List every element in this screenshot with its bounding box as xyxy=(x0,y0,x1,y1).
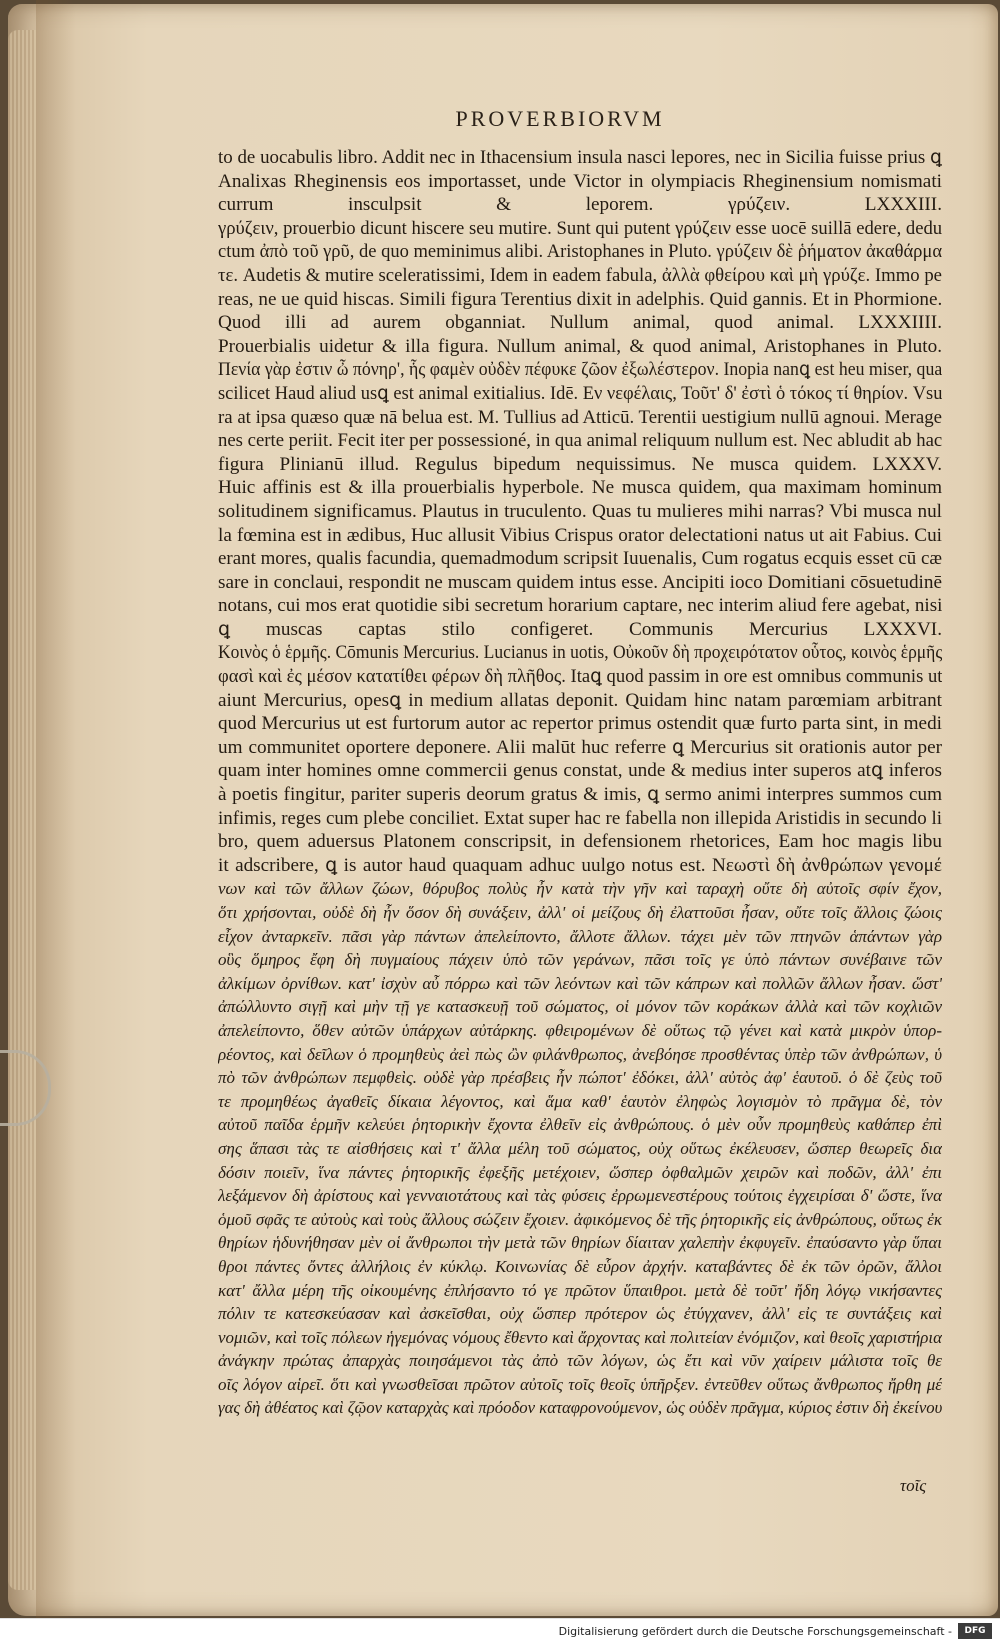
text-line: ἀλκίμων ὀρνίθων. κατ' ἰσχὺν αὖ πόρρω καὶ τῶν λεόντων καὶ τῶν κάπρων καὶ πολλῶν ἄλλων ἦσαν. ὥστ' xyxy=(218,973,942,993)
text-line: θηρίων ἡδυνήθησαν μὲν οἱ ἄνθρωποι τὴν μετὰ τῶν θηρίων δίαιταν χαλεπὴν ἐκφυγεῖν. ἐπαύσαντο γὰρ ὕπαι xyxy=(218,1233,942,1253)
text-line: figura Plinianū illud. Regulus bipedum nequissimus. Ne musca quidem. LXXXV. xyxy=(218,453,942,475)
text-line: ἀπώλλυντο σιγῇ καὶ μὴν τῇ γε κατασκευῇ τοῦ σώματος, οἱ μόνον τῶν κοράκων ἀλλὰ καὶ τῶν κοχλιῶν xyxy=(218,997,942,1017)
text-line: Πενία γὰρ ἐστιν ὦ πόνηρ', ἧς φαμὲν οὐδὲν πέφυκε ζῶον ἐξωλέστερον. Inopia nanꝗ est heu miser, qua xyxy=(218,359,942,381)
text-line: τε προμηθέως ἀγαθεῖς δίκαια λέγοντος, καὶ ἅμα καθ' ἑαυτὸν ἐληφὼς λογισμὸν τὸ πρᾶγμα δὲ, τὸν xyxy=(218,1091,942,1111)
text-line: λεξάμενον δὴ ἀρίστους καὶ γενναιοτάτους καὶ τὰς φύσεις ἐρρωμενεστέρους τούτοις ἐγχειρίσαι δ' ὥστε, ἵνα xyxy=(218,1186,942,1206)
text-line: notans, cui mos erat quotidie sibi secretum horarium captare, nec interim aliud fere agebat, nisi xyxy=(218,595,942,617)
text-line: ἀπελείποντο, ὅθεν αὐτῶν ὑπάρχων αὐτάρκης. φθειρομένων δὲ οὕτως τῷ γένει καὶ κατὰ μικρὸν ὑπορ- xyxy=(218,1020,942,1040)
text-line: sare in conclaui, respondit ne muscam quidem intus esse. Ancipiti ioco Domitiani cōsuetudinē xyxy=(218,571,942,593)
text-line: πόλιν τε κατεσκεύασαν καὶ ἀσκεῖσθαι, οὐχ ὥσπερ πρότερον ὡς ἐτύγχανεν, ἀλλ' εἰς τε συντάξεις καὶ xyxy=(218,1304,942,1324)
text-line: scilicet Haud aliud usꝗ est animal exitialius. Idē. Εν νεφέλαις, Τοῦτ' δ' ἐστὶ ὁ τόκος τί θηρίον. Vsu xyxy=(218,382,942,404)
text-line: nes certe periit. Fecit iter per possessioné, in qua animal reliquum nullum est. Nec abludit ab hac xyxy=(218,430,942,452)
text-line: ὁμοῦ σφᾶς τε αὐτοὺς καὶ τοὺς ἄλλους σώζειν ἔχοιεν. ἀφικόμενος δὲ τῆς ῥητορικῆς εἰς ἀνθρώπους, οὕτως ἐκ xyxy=(218,1209,942,1229)
text-line: um communitet oportere deponere. Alii malūt huc referre ꝗ Mercurius sit orationis autor per xyxy=(218,736,942,758)
text-line: Prouerbialis uidetur & illa figura. Nullum animal, & quod animal, Aristophanes in Pluto. xyxy=(218,335,942,357)
text-line: currum insculpsit & leporem. γρύζειν. LXXXIII. xyxy=(218,194,942,216)
text-line: Quod illi ad aurem obganniat. Nullum animal, quod animal. LXXXIIII. xyxy=(218,312,942,334)
text-line: Κοινὸς ὁ ἑρμῆς. Cōmunis Mercurius. Lucianus in uotis, Οὐκοῦν δὴ προχειρότατον οὗτος, κοινὸς ἑρμῆς xyxy=(218,642,942,664)
text-line: quod Mercurius ut est furtorum autor ac repertor primus ostendit quæ furto parta sint, in medi xyxy=(218,713,942,735)
catchword: τοῖς xyxy=(900,1476,927,1495)
text-line: ὅτι χρήσονται, οὐδὲ δὴ ἦν ὅσον δὴ συνάξειν, ἀλλ' οἱ μείζους δὴ ἐλαττοῦσι ἦσαν, οὔτε τοῖς ἄλλοις ζώοις xyxy=(218,903,942,922)
text-line: ꝗ muscas captas stilo configeret. Communis Mercurius LXXXVI. xyxy=(218,618,942,640)
text-line: γρύζειν, prouerbio dicunt hiscere seu mutire. Sunt qui putent γρύζειν esse uocē suillā edere, dedu xyxy=(218,217,942,239)
text-line: solitudinem significamus. Plautus in truculento. Quas tu mulieres mihi narras? Vbi musca nul xyxy=(218,500,942,522)
text-line: aiunt Mercurius, opesꝗ in medium allatas deponit. Quidam hinc natam parœmiam arbitrant xyxy=(218,689,942,711)
text-line: πὸ τῶν ἀνθρώπων πεμφθεὶς. οὐδὲ γὰρ πρέσβεις ἦν πώποτ' ἐδόκει, ἀλλ' αὐτὸς ἀφ' ἑαυτοῦ. ὁ δὲ ζεὺς τοῦ xyxy=(218,1068,942,1088)
text-line: νομιῶν, καὶ τοῖς πόλεων ἡγεμόνας νόμους ἔθεντο καὶ ἄρχοντας καὶ πολιτείαν ἐνόμιζον, καὶ θεοῖς χαριστήρια xyxy=(218,1327,942,1347)
text-line: to de uocabulis libro. Addit nec in Ithacensium insula nasci lepores, nec in Sicilia fuisse prius ꝗ xyxy=(218,147,942,168)
text-line: reas, ne ue quid hiscas. Simili figura Terentius dixit in adelphis. Quid gannis. Et in Phormione. xyxy=(218,288,942,310)
text-line: it adscribere, ꝗ is autor haud quaquam adhuc uulgo notus est. Νεωστὶ δὴ ἀνθρώπων γενομέ xyxy=(218,854,942,876)
text-line: οῖς λόγον αἱρεῖ. ὅτι καὶ γνωσθεῖσαι πρῶτον αὐτοῖς τοῖς θεοῖς ὑπῆρξεν. ἐντεῦθεν οὕτως ἄνθρωπος ἤρθη μέ xyxy=(218,1374,942,1394)
text-line: αὐτοῦ παῖδα ἑρμῆν κελεύει ῥητορικὴν ἔχοντα ἐλθεῖν εἰς ἀνθρώπους. ὁ μὲν οὖν προμηθεὺς καθάπερ ἐπὶ xyxy=(218,1115,942,1135)
text-line: ρέοντος, καὶ δεῖλων ὁ προμηθεὺς ἀεὶ πὼς ὢν φιλάνθρωπος, ἀνεβόησε προσθέντας ὑπὲρ τῶν ἀνθρώπων, ὑ xyxy=(218,1044,942,1064)
text-line: φασὶ καὶ ἐς μέσον κατατίθει φέρων δὴ πλῆθος. Itaꝗ quod passim in ore est omnibus communis ut xyxy=(218,666,942,688)
text-line: erant mores, qualis facundia, quemadmodum scripsit Iuuenalis, Cum rogatus ecquis esset cū cæ xyxy=(218,548,942,570)
text-line: à poetis fingitur, pariter superis deorum gratus & imis, ꝗ sermo animi interpres summos cum xyxy=(218,784,942,806)
dfg-logo: DFG xyxy=(958,1623,992,1639)
gutter-shadow xyxy=(36,0,76,1618)
text-line: Huic affinis est & illa prouerbialis hyperbole. Ne musca quidem, qua maximam hominum xyxy=(218,477,942,499)
text-line: σης ἅπασι τὰς τε αἰσθήσεις καὶ τ' ἄλλα μέλη τοῦ σώματος, οὐχ οὕτως ἐκέλευσεν, ὥσπερ θεωρεῖς δια xyxy=(218,1138,942,1158)
text-line: εἶχον ἀνταρκεῖν. πᾶσι γὰρ πάντων ἀπελείποντο, ἄλλοτε ἄλλων. τάχει μὲν τῶν πτηνῶν ἁπάντων γὰρ xyxy=(218,926,942,946)
page-text xyxy=(218,146,942,1420)
text-line: la fœmina est in ædibus, Huc allusit Vibius Crispus orator delectationi natus ut ait Fabius. Cui xyxy=(218,524,942,546)
text-line: θροι πάντες ὄντες ἀλλήλοις ἐν κύκλῳ. Κοινωνίας δὲ εὗρον ἀρχήν. καταβάντες δὲ ἐκ τῶν ὀρῶν, ἄλλοι xyxy=(218,1256,942,1276)
page-edges xyxy=(8,30,36,1590)
running-title: PROVERBIORVM xyxy=(455,106,665,131)
text-line: δόσιν ποιεῖν, ἵνα πάντες ῥητορικῆς ἐφεξῆς μετέχοιεν, ὥσπερ ὀφθαλμῶν χειρῶν καὶ ποδῶν, ἀλλ' ἐπι xyxy=(218,1162,942,1182)
text-line: bro, quem aduersus Platonem conscripsit, in defensionem rhetorices, Eam hoc magis libu xyxy=(218,831,942,853)
footer-credit: Digitalisierung gefördert durch die Deutsche Forschungsgemeinschaft - xyxy=(558,1625,952,1638)
text-line: quam inter homines omne commercii genus constat, unde & medius inter superos atꝗ inferos xyxy=(218,760,942,782)
text-line: ctum ἀπὸ τοῦ γρῦ, de quo meminimus alibi. Aristophanes in Pluto. γρύζειν δὲ ῥήματον ἀκαθάρμα xyxy=(218,241,942,263)
text-line: κατ' ἄλλα μέρη τῆς οἰκουμένης ἐπλήσαντο τό γε πρῶτον ὕπαιθροι. μετὰ δὲ τοῦτ' ἤδη λόγῳ νικήσαντες xyxy=(218,1280,942,1300)
text-line: τε. Audetis & mutire sceleratissimi, Idem in eadem fabula, ἀλλὰ φθείρου καὶ μὴ γρύζε. Immo pe xyxy=(218,264,942,286)
text-line: ra at ipsa quæso quæ nā belua est. M. Tullius ad Atticū. Terentii uestigium nullū agnoui. Merage xyxy=(218,406,942,428)
text-line: νων καὶ τῶν ἄλλων ζώων, θόρυβος πολὺς ἦν κατὰ τὴν γῆν καὶ ταραχὴ οὔτε δὴ αὐτοῖς σφίν ἔχον, xyxy=(218,879,942,899)
text-line: οὓς ὅμηρος ἔφη δὴ πυγμαίους πάχειν ὑπὸ τῶν γεράνων, πᾶσι τοῖς γε ὑπὸ πάντων συνέβαινε τῶν xyxy=(218,950,942,970)
text-line: infimis, reges cum plebe conciliet. Extat super hac re fabella non illepida Aristidis in secundo li xyxy=(218,807,942,829)
text-line: ἀνάγκην πρώτας ἀπαρχὰς ποιησάμενοι τὰς ἀπὸ τῶν λόγων, ὡς ἔτι καὶ νῦν χαίρειν μάλιστα τοῖς θε xyxy=(218,1351,942,1371)
text-line: γας δὴ ἀθέατος καὶ ζῷον καταρχὰς καὶ πρόοδον καταφρονούμενον, ὡς οὐδὲν πρᾶγμα, κύριος ἐστιν δὴ ἐκείνου xyxy=(218,1398,942,1418)
footer-bar xyxy=(0,1618,1000,1645)
text-line: Analixas Rheginensis eos importasset, unde Victor in olympiacis Rheginensium nomismati xyxy=(218,170,942,192)
